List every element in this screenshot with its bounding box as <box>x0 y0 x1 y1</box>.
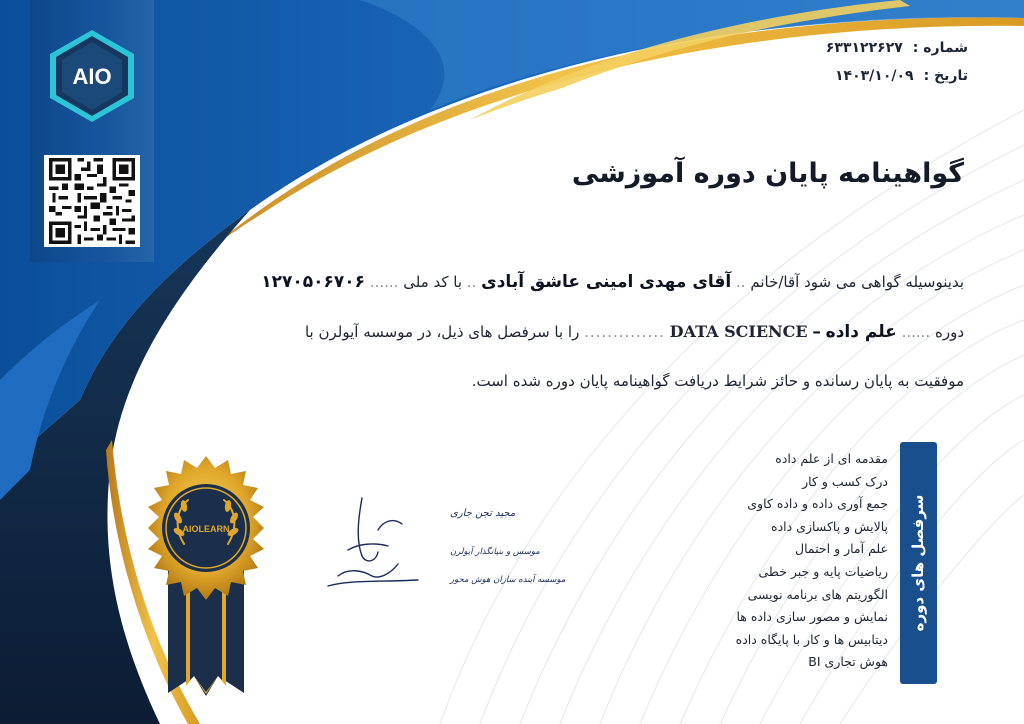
certificate-number-row <box>708 34 968 62</box>
syllabus-item: جمع آوری داده و داده کاوی <box>747 496 888 512</box>
syllabus-item: پالایش و پاکسازی داده <box>771 518 888 534</box>
course-name-fa: علم داده <box>825 322 897 342</box>
recipient-name: آقای مهدی امینی عاشق آبادی <box>481 272 732 292</box>
syllabus-list <box>558 448 888 674</box>
syllabus-tab <box>900 442 937 684</box>
certificate-meta <box>708 34 968 90</box>
certificate-number: ۶۳۳۱۲۲۶۲۷ <box>825 40 903 56</box>
syllabus-item: علم آمار و احتمال <box>795 541 888 557</box>
national-code: ۱۲۷۰۵۰۶۷۰۶ <box>261 272 366 292</box>
dots-2: .. <box>466 273 477 291</box>
certificate-date-row <box>708 62 968 90</box>
body-line1-start: بدینوسیله گواهی می شود آقا/خانم <box>750 273 964 291</box>
syllabus-tab-label: سرفصل های دوره <box>909 494 927 632</box>
syllabus-item: الگوریتم های برنامه نویسی <box>747 586 888 602</box>
body-line-1 <box>244 272 964 292</box>
body-line1-mid: با کد ملی <box>403 273 463 291</box>
body-line2-start: دوره <box>934 323 964 341</box>
syllabus-item: درک کسب و کار <box>802 473 888 489</box>
signature-role-1: موسس و بنیانگذار آیولرن <box>450 547 540 557</box>
body-line-2 <box>244 322 964 342</box>
syllabus-item: مقدمه ای از علم داده <box>775 451 888 466</box>
signature-role-2: موسسه آینده سازان هوش محور <box>450 575 566 585</box>
certificate-date: ۱۴۰۳/۱۰/۰۹ <box>835 68 914 84</box>
certificate-date-label: تاریخ : <box>923 68 968 84</box>
dots-5: .............. <box>584 323 665 341</box>
aio-logo <box>46 28 138 124</box>
body-line-3: موفقیت به پایان رسانده و حائز شرایط دریافت گواهینامه پایان دوره شده است. <box>471 372 964 390</box>
signature-name: مجید تجن جاری <box>450 508 516 519</box>
qr-code <box>44 155 140 247</box>
course-name-en: DATA SCIENCE <box>669 322 808 341</box>
seal-text: AIOLEARN <box>182 524 230 534</box>
dots-1: .. <box>736 273 746 291</box>
syllabus-item: نمایش و مصور سازی داده ها <box>736 609 888 625</box>
dots-3: ...... <box>369 273 399 291</box>
dots-4: ...... <box>901 323 931 341</box>
certificate-number-label: شماره : <box>912 40 968 56</box>
logo-text: AIO <box>72 64 112 89</box>
signature <box>318 490 566 600</box>
certificate-title: گواهینامه پایان دوره آموزشی <box>571 158 964 189</box>
course-separator: – <box>812 322 821 342</box>
syllabus-item: هوش تجاری BI <box>808 654 888 670</box>
syllabus-item: دیتابیس ها و کار با پایگاه داده <box>735 631 888 647</box>
body-line2-end: را با سرفصل های ذیل، در موسسه آیولرن با <box>304 323 580 341</box>
gold-seal <box>128 448 284 698</box>
syllabus-item: ریاضیات پایه و جبر خطی <box>758 563 888 579</box>
